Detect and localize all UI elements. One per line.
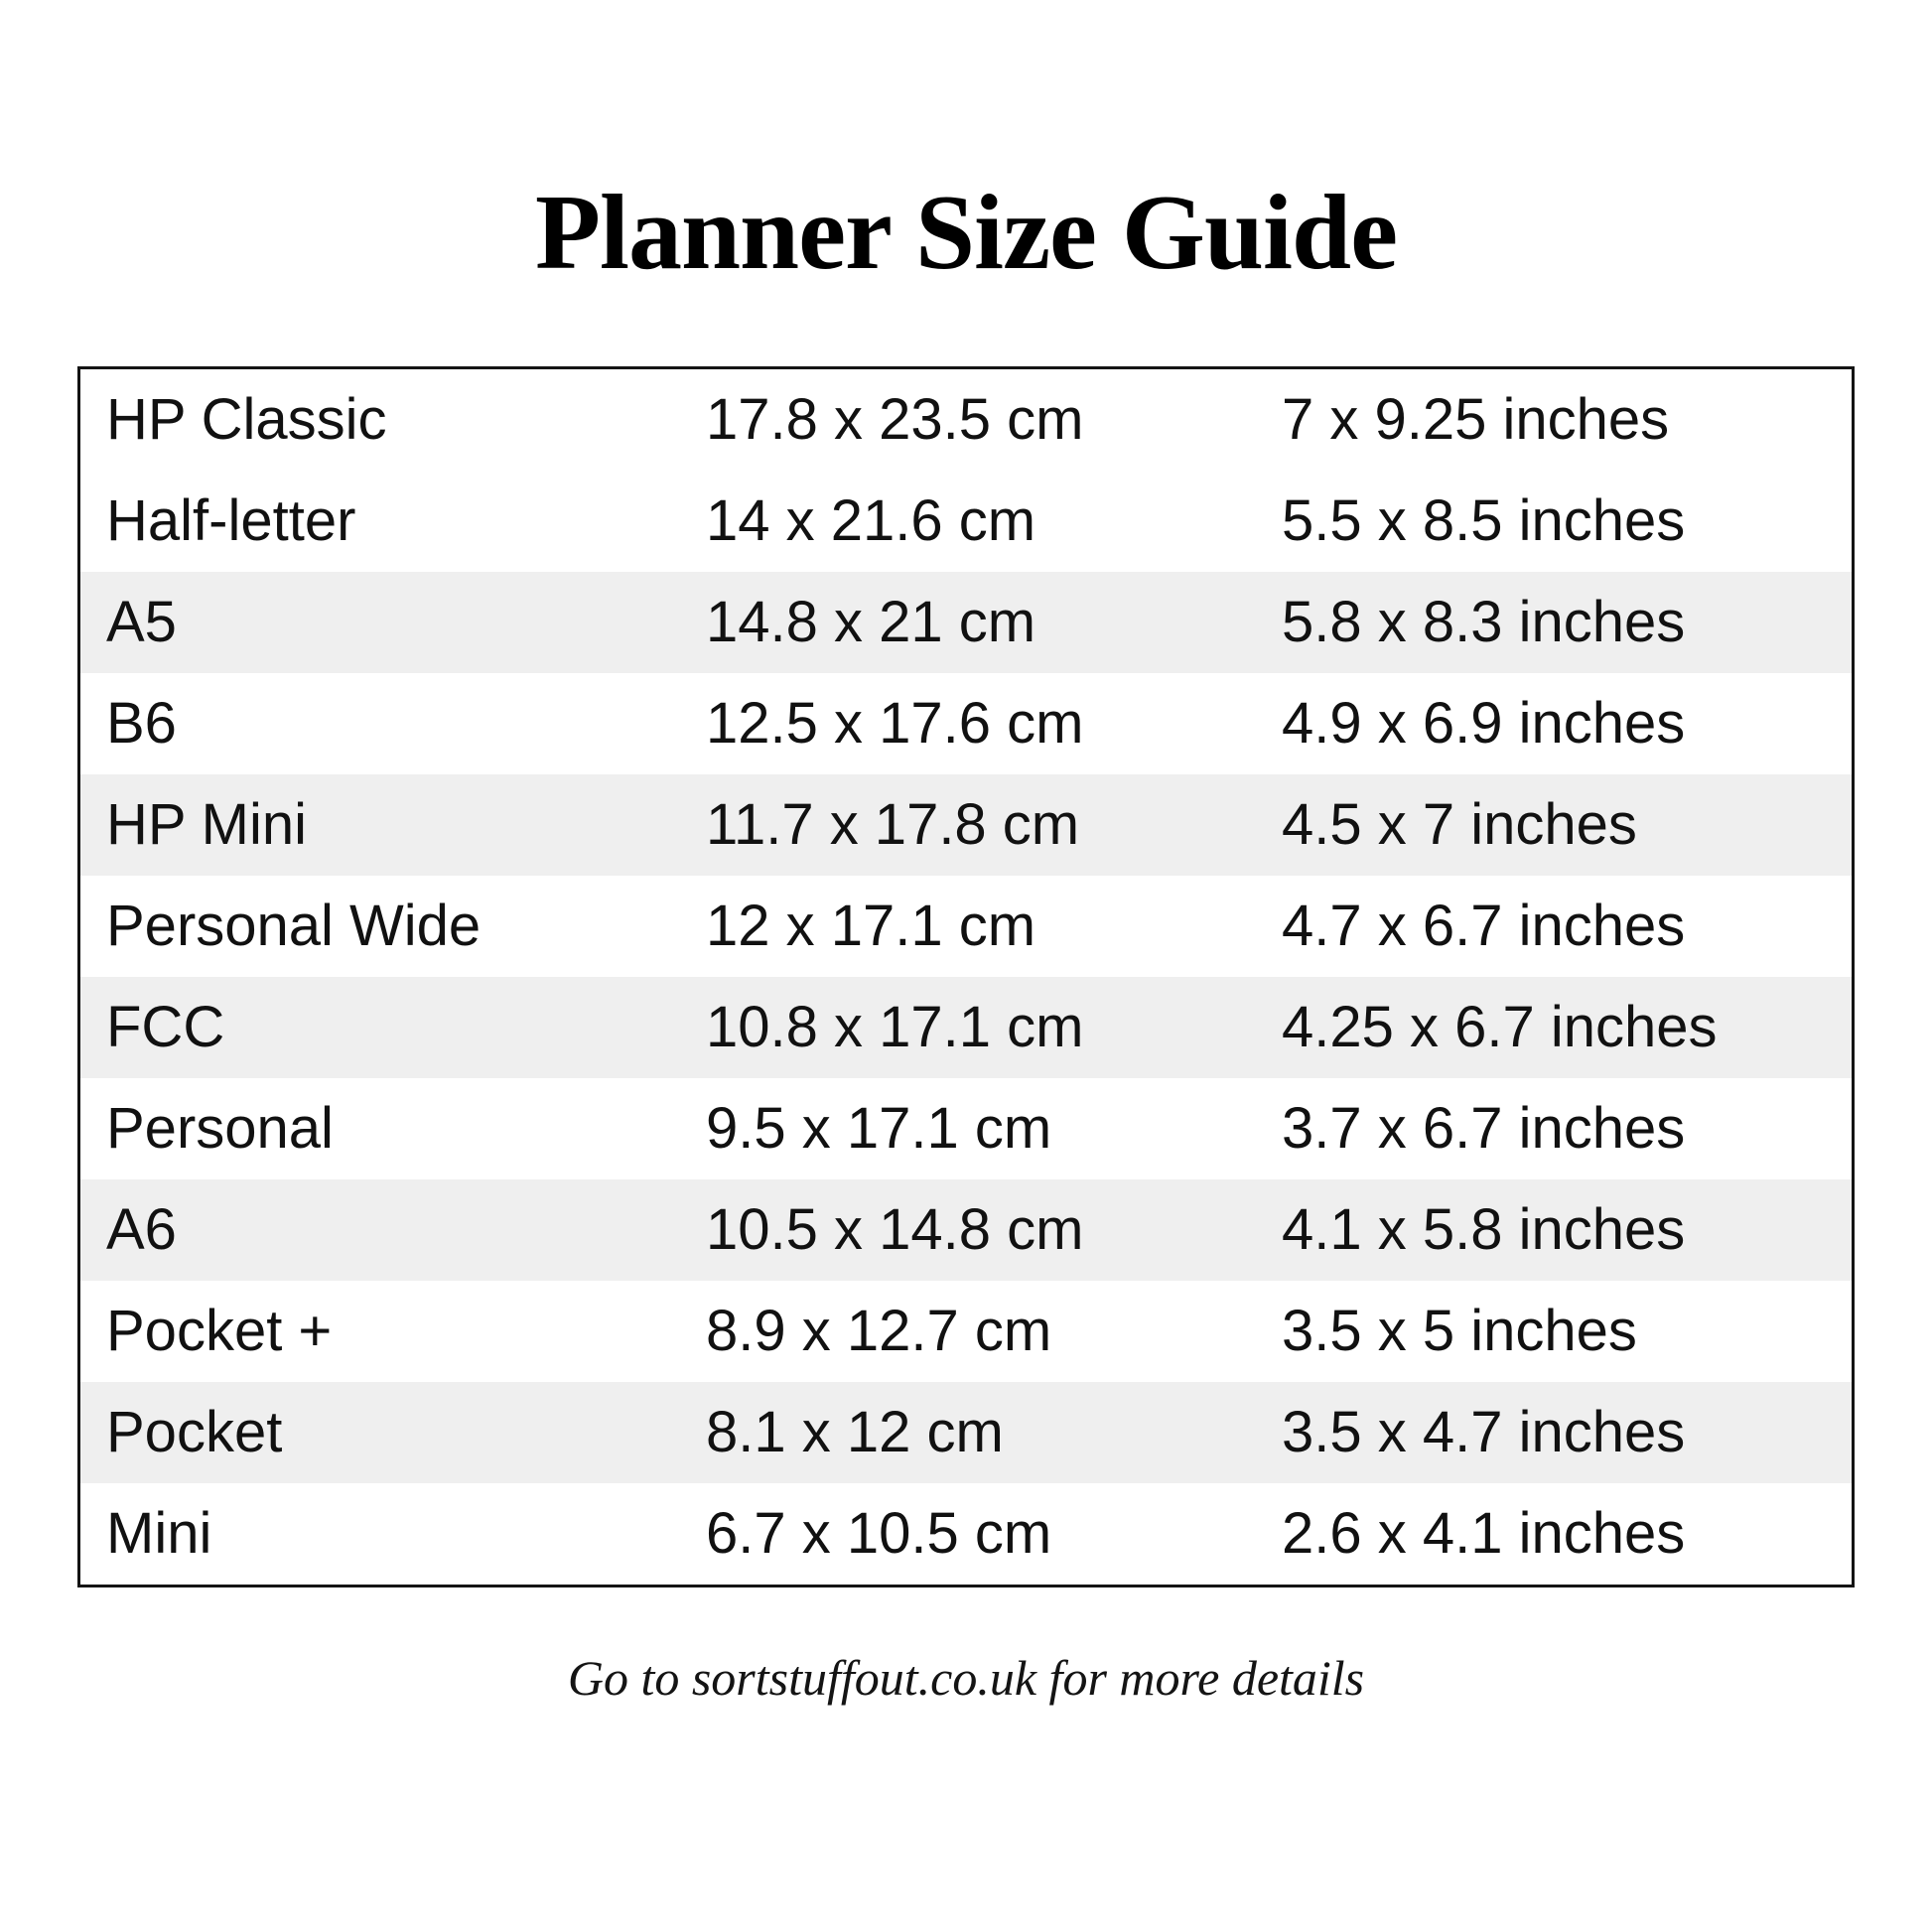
size-inches: 4.7 x 6.7 inches: [1282, 897, 1686, 956]
table-row: [80, 1483, 1852, 1585]
table-row: [80, 876, 1852, 977]
planner-name: HP Mini: [106, 796, 307, 855]
size-inches: 5.5 x 8.5 inches: [1282, 492, 1686, 551]
planner-name: Pocket: [106, 1404, 283, 1462]
size-inches: 4.5 x 7 inches: [1282, 796, 1637, 855]
planner-name: HP Classic: [106, 391, 387, 450]
planner-name: Mini: [106, 1505, 212, 1564]
table-row: [80, 977, 1852, 1078]
table-row: [80, 1382, 1852, 1483]
size-cm: 10.8 x 17.1 cm: [706, 999, 1084, 1057]
size-cm: 17.8 x 23.5 cm: [706, 391, 1084, 450]
footer-note: Go to sortstuffout.co.uk for more details: [567, 1650, 1365, 1707]
table-row: [80, 369, 1852, 471]
table-row: [80, 572, 1852, 673]
planner-name: A5: [106, 594, 177, 652]
table-row: [80, 774, 1852, 876]
table-row: [80, 1281, 1852, 1382]
size-cm: 11.7 x 17.8 cm: [706, 796, 1080, 855]
size-table: [77, 366, 1855, 1587]
size-cm: 8.9 x 12.7 cm: [706, 1303, 1052, 1361]
page-title: Planner Size Guide: [534, 174, 1398, 292]
size-cm: 8.1 x 12 cm: [706, 1404, 1004, 1462]
table-row: [80, 673, 1852, 774]
size-cm: 9.5 x 17.1 cm: [706, 1100, 1052, 1159]
size-inches: 4.1 x 5.8 inches: [1282, 1201, 1686, 1260]
size-inches: 3.7 x 6.7 inches: [1282, 1100, 1686, 1159]
table-row: [80, 1078, 1852, 1179]
planner-name: B6: [106, 695, 177, 754]
size-inches: 4.25 x 6.7 inches: [1282, 999, 1718, 1057]
size-cm: 6.7 x 10.5 cm: [706, 1505, 1052, 1564]
planner-name: A6: [106, 1201, 177, 1260]
planner-name: FCC: [106, 999, 225, 1057]
size-cm: 14 x 21.6 cm: [706, 492, 1036, 551]
planner-name: Half-letter: [106, 492, 356, 551]
planner-name: Personal: [106, 1100, 334, 1159]
size-cm: 10.5 x 14.8 cm: [706, 1201, 1084, 1260]
planner-name: Personal Wide: [106, 897, 482, 956]
size-cm: 14.8 x 21 cm: [706, 594, 1036, 652]
table-row: [80, 1179, 1852, 1281]
size-inches: 3.5 x 5 inches: [1282, 1303, 1637, 1361]
size-inches: 5.8 x 8.3 inches: [1282, 594, 1686, 652]
size-inches: 7 x 9.25 inches: [1282, 391, 1670, 450]
size-cm: 12 x 17.1 cm: [706, 897, 1036, 956]
table-row: [80, 471, 1852, 572]
size-cm: 12.5 x 17.6 cm: [706, 695, 1084, 754]
size-inches: 2.6 x 4.1 inches: [1282, 1505, 1686, 1564]
planner-name: Pocket +: [106, 1303, 333, 1361]
size-inches: 4.9 x 6.9 inches: [1282, 695, 1686, 754]
size-inches: 3.5 x 4.7 inches: [1282, 1404, 1686, 1462]
